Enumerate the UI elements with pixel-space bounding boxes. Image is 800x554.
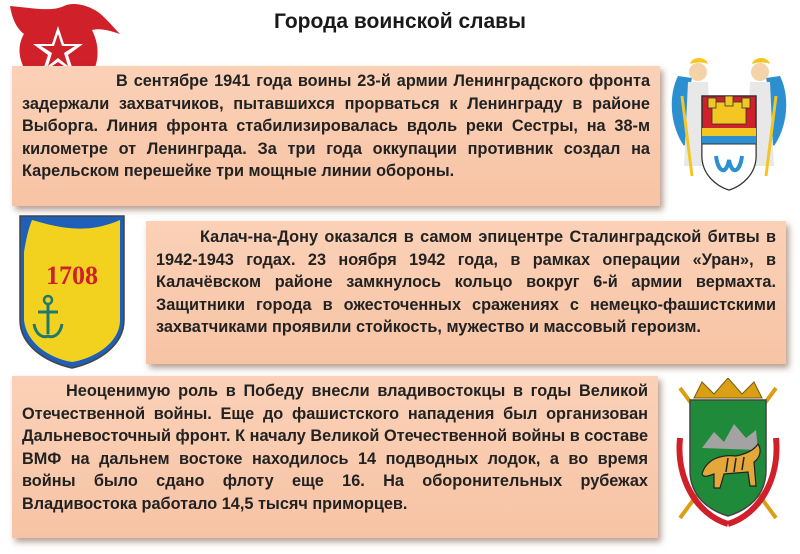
info-card-text: Калач-на-Дону оказался в самом эпицентре Сталинградской битвы в 1942-1943 годах. 23 ноября 1942 года, в рамках операции «Уран», в Калачёвском районе замкнулось кольцо вокруг 6-й армии вермахта. Защитники города в ожесточенных сражениях с немецко-фашистскими захватчиками проявили стойкость, мужество и массовый героизм. xyxy=(156,228,776,336)
coat-of-arms-winged-figures-icon xyxy=(668,56,790,196)
info-card-text: В сентябре 1941 года воины 23-й армии Ленинградского фронта задержали захватчиков, пытавшихся прорваться к Ленинграду в районе Выборга. Линия фронта стабилизировалась вдоль реки Сестры, на 38-м километре от Ленинграда. За три года оккупации противник создал на Карельском перешейке три мощные линии обороны. xyxy=(22,72,650,180)
coat-of-arms-tiger-icon xyxy=(672,378,784,528)
info-card-text: Неоценимую роль в Победу внесли владивостокцы в годы Великой Отечественной войны. Еще до фашистского нападения был организован Дальневосточный фронт. К началу Великой Отечественной войны в составе ВМФ на дальнем востоке находилось 14 подводных лодок, а во время войны было сдано флоту еще 16. На оборонительных рубежах Владивостока работало 14,5 тысяч приморцев. xyxy=(22,382,648,513)
info-card-vyborg xyxy=(12,66,660,206)
coat-of-arms-anchor-icon xyxy=(14,212,130,370)
page-title: Города воинской славы xyxy=(274,10,526,33)
info-card-kalach xyxy=(146,221,786,364)
info-card-vladivostok xyxy=(12,376,658,538)
emblem-year: 1708 xyxy=(46,261,98,290)
